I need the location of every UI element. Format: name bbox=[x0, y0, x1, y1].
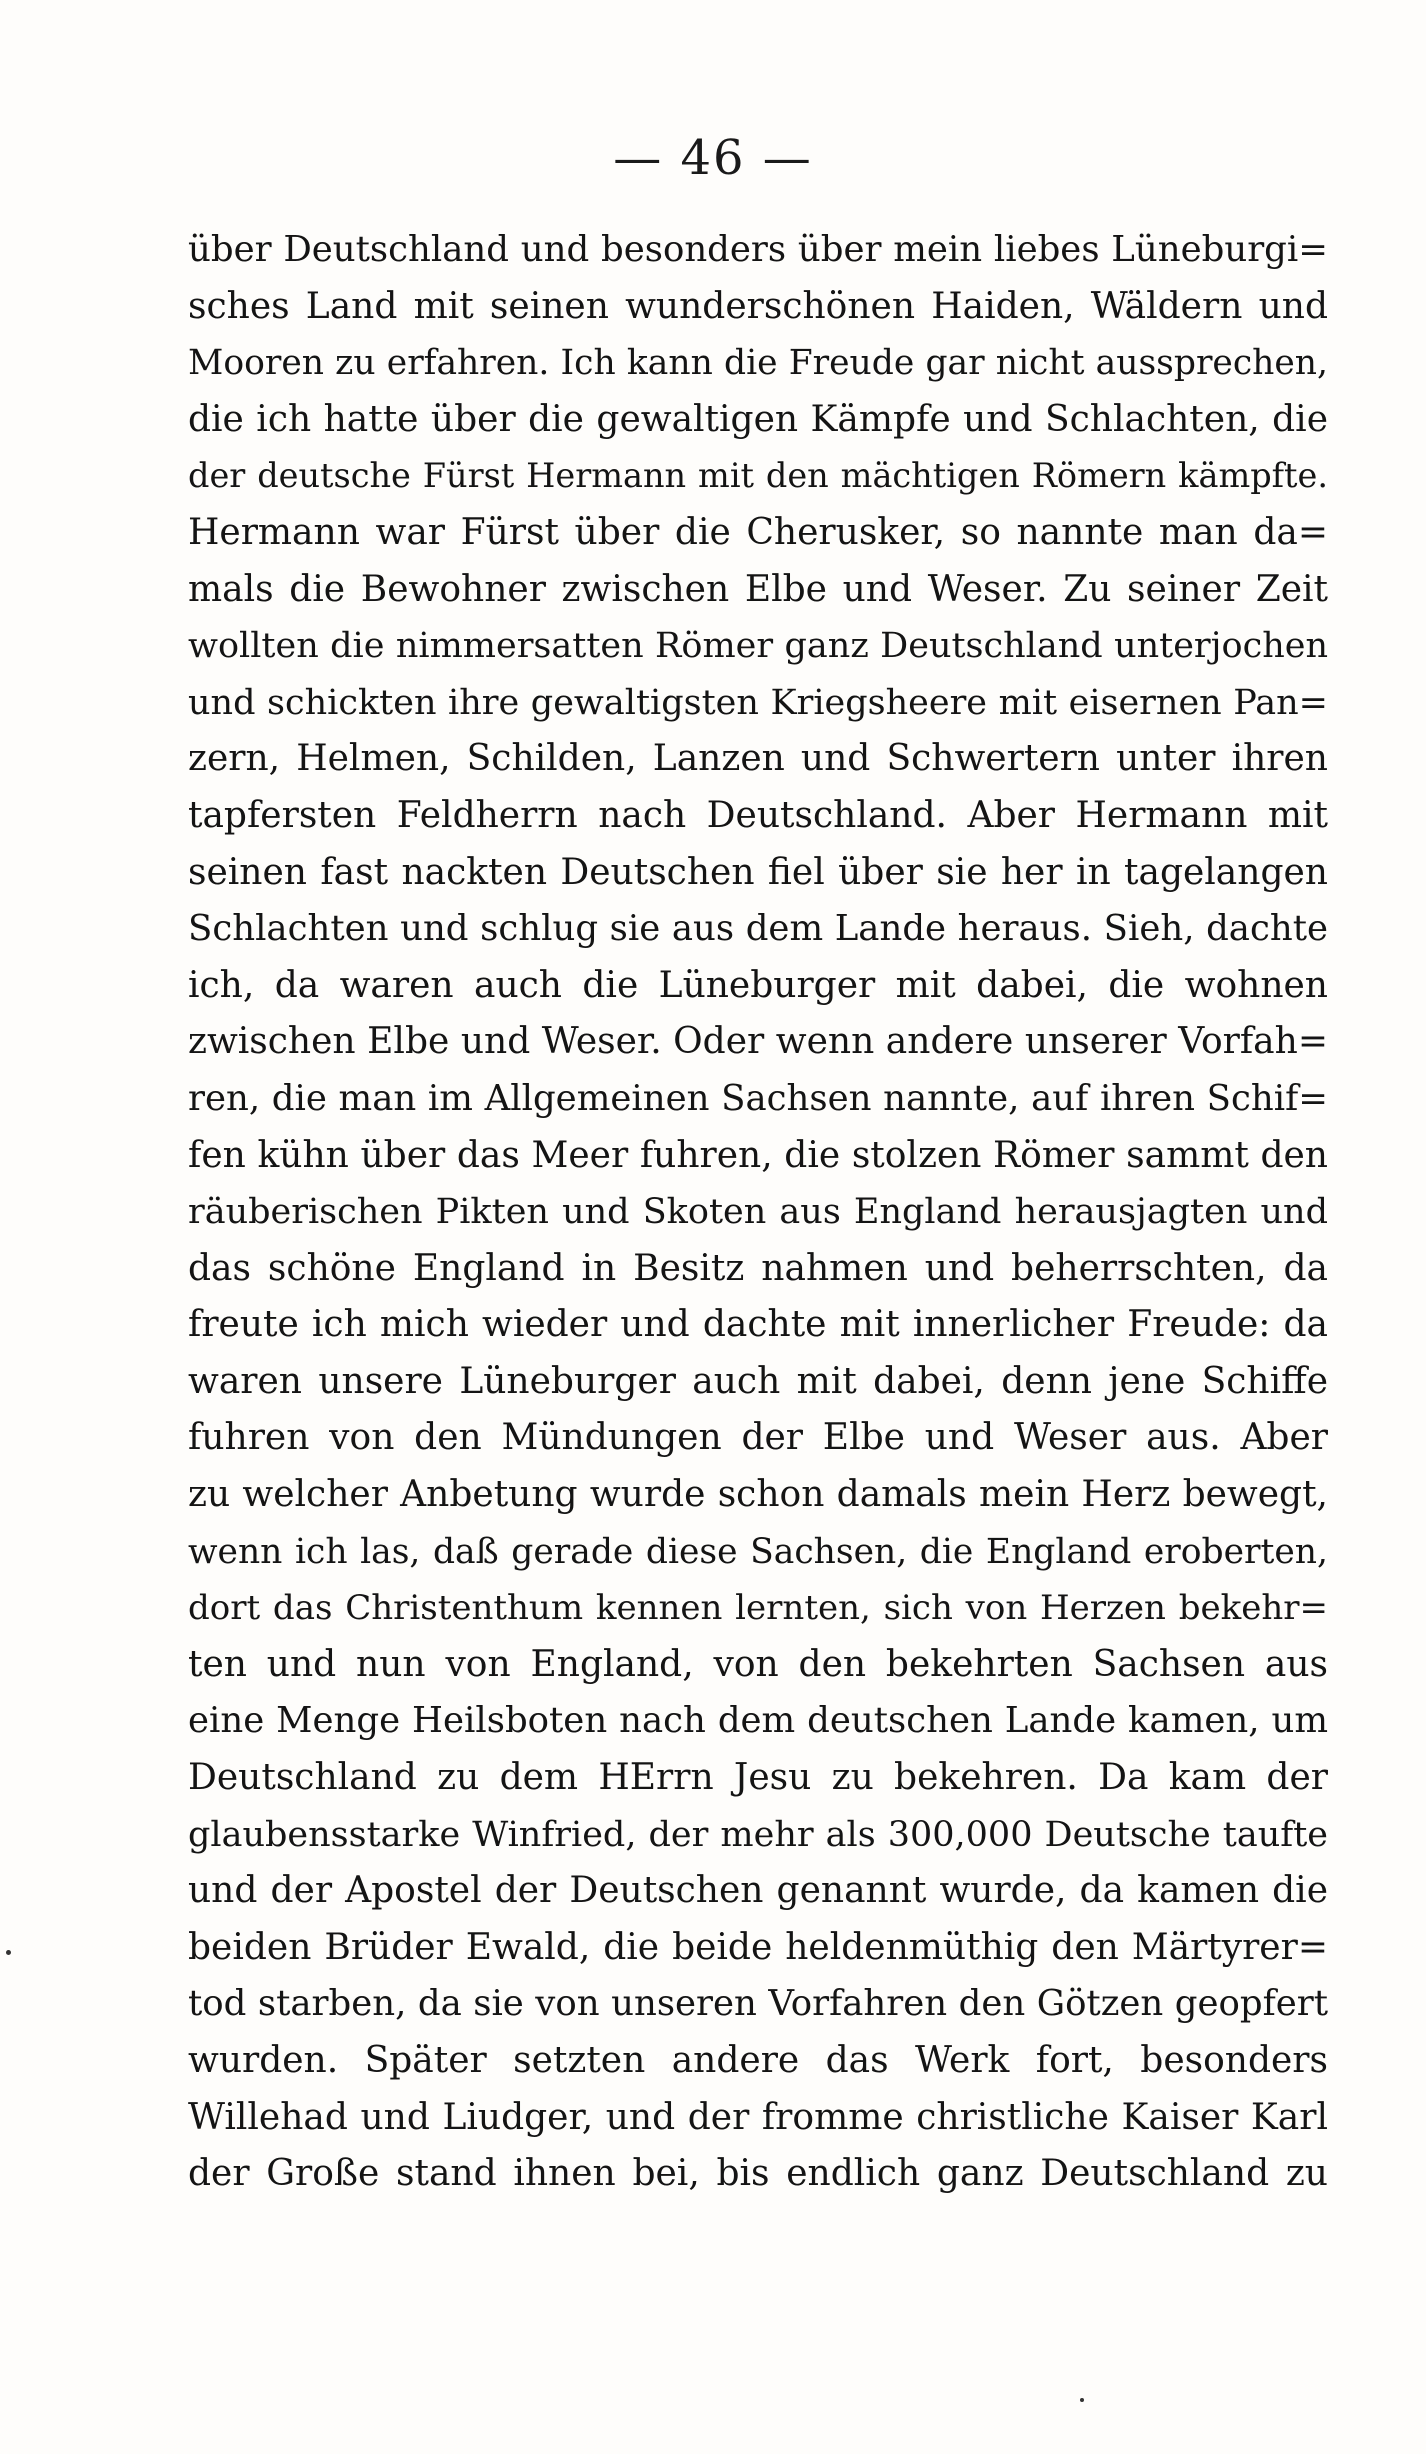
text-line: ren, die man im Allgemeinen Sachsen nannte, auf ihren Schif= bbox=[188, 1077, 1328, 1119]
body-text bbox=[188, 222, 1328, 2203]
text-line: über Deutschland und besonders über mein liebes Lüneburgi= bbox=[188, 229, 1328, 270]
text-line: fen kühn über das Meer fuhren, die stolzen Römer sammt den bbox=[188, 1134, 1328, 1176]
text-line: zwischen Elbe und Weser. Oder wenn andere unserer Vorfah= bbox=[188, 1021, 1328, 1063]
text-line: eine Menge Heilsboten nach dem deutschen Lande kamen, um bbox=[188, 1700, 1328, 1742]
text-line: zu welcher Anbetung wurde schon damals mein Herz bewegt, bbox=[188, 1474, 1328, 1516]
text-line: wurden. Später setzten andere das Werk fort, besonders bbox=[188, 2040, 1328, 2081]
dust-speck bbox=[6, 1950, 11, 1955]
text-line: und der Apostel der Deutschen genannt wurde, da kamen die bbox=[188, 1870, 1328, 1912]
text-line: räuberischen Pikten und Skoten aus England herausjagten und bbox=[188, 1192, 1328, 1233]
text-line: Hermann war Fürst über die Cherusker, so nannte man da= bbox=[188, 511, 1328, 553]
text-line: waren unsere Lüneburger auch mit dabei, denn jene Schiffe bbox=[188, 1360, 1328, 1402]
text-line: und schickten ihre gewaltigsten Kriegsheere mit eisernen Pan= bbox=[188, 682, 1328, 723]
text-line: ten und nun von England, von den bekehrten Sachsen aus bbox=[188, 1643, 1328, 1685]
text-line: der deutsche Fürst Hermann mit den mächtigen Römern kämpfte. bbox=[188, 456, 1328, 496]
text-line: Mooren zu erfahren. Ich kann die Freude gar nicht aussprechen, bbox=[188, 343, 1328, 384]
text-line: tapfersten Feldherrn nach Deutschland. Aber Hermann mit bbox=[188, 794, 1328, 836]
page-number: — 46 — bbox=[613, 130, 813, 186]
text-line: Deutschland zu dem HErrn Jesu zu bekehren. Da kam der bbox=[188, 1757, 1328, 1799]
text-line: Willehad und Liudger, und der fromme christliche Kaiser Karl bbox=[188, 2096, 1328, 2138]
text-line: die ich hatte über die gewaltigen Kämpfe und Schlachten, die bbox=[188, 398, 1328, 440]
text-line: tod starben, da sie von unseren Vorfahren den Götzen geopfert bbox=[188, 1983, 1328, 2025]
text-line: sches Land mit seinen wunderschönen Haiden, Wäldern und bbox=[188, 285, 1328, 327]
text-line: fuhren von den Mündungen der Elbe und Weser aus. Aber bbox=[188, 1417, 1328, 1459]
text-line: wollten die nimmersatten Römer ganz Deutschland unterjochen bbox=[188, 626, 1328, 667]
text-line: freute ich mich wieder und dachte mit innerlicher Freude: da bbox=[188, 1304, 1328, 1346]
text-line: das schöne England in Besitz nahmen und beherrschten, da bbox=[188, 1247, 1328, 1289]
text-line: beiden Brüder Ewald, die beide heldenmüthig den Märtyrer= bbox=[188, 1926, 1328, 1968]
text-line: seinen fast nackten Deutschen fiel über sie her in tagelangen bbox=[188, 851, 1328, 893]
text-line: Schlachten und schlug sie aus dem Lande heraus. Sieh, dachte bbox=[188, 908, 1328, 950]
text-line: dort das Christenthum kennen lernten, sich von Herzen bekehr= bbox=[188, 1588, 1328, 1629]
text-line: ich, da waren auch die Lüneburger mit dabei, die wohnen bbox=[188, 964, 1328, 1006]
text-line: wenn ich las, daß gerade diese Sachsen, die England eroberten, bbox=[188, 1531, 1328, 1572]
text-line: mals die Bewohner zwischen Elbe und Weser. Zu seiner Zeit bbox=[188, 568, 1328, 610]
text-line: glaubensstarke Winfried, der mehr als 300,000 Deutsche taufte bbox=[188, 1814, 1328, 1855]
dust-speck bbox=[1080, 2398, 1084, 2402]
text-line: zern, Helmen, Schilden, Lanzen und Schwertern unter ihren bbox=[188, 738, 1328, 780]
text-line: der Große stand ihnen bei, bis endlich ganz Deutschland zu bbox=[188, 2153, 1328, 2195]
